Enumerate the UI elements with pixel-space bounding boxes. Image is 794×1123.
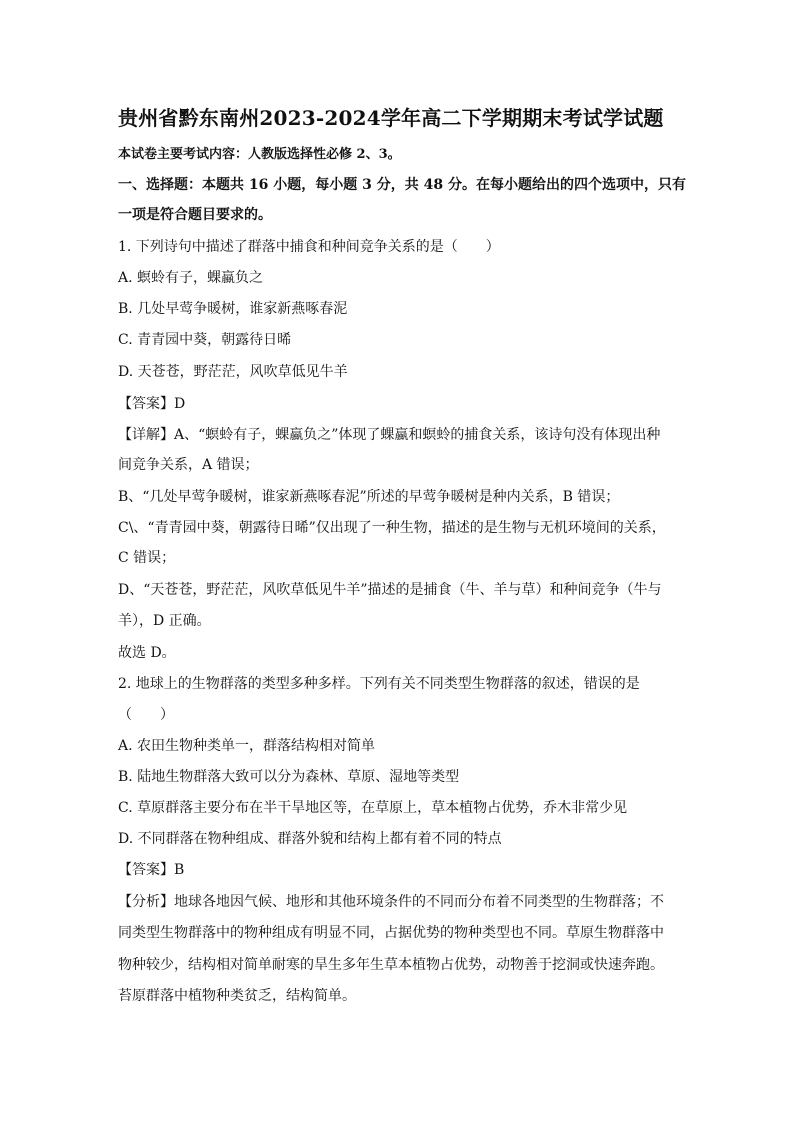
question-1-option-c: C. 青青园中葵，朝露待日晞 [118,332,292,348]
question-2-analysis-line-3: 物种较少，结构相对简单耐寒的旱生多年生草本植物占优势，动物善于挖洞或快速奔跑。 [118,957,664,973]
section-heading-line-2: 一项是符合题目要求的。 [118,207,272,223]
question-1-detail-line-1: 【详解】A、“螟蛉有子，蜾蠃负之”体现了蜾蠃和螟蛉的捕食关系，该诗句没有体现出种 [118,427,661,443]
question-2-stem-line-2: （ ） [118,707,174,723]
question-2-answer: 【答案】B [118,862,185,878]
question-1-detail-line-2: 间竞争关系，A 错误； [118,457,259,473]
question-1-answer: 【答案】D [118,396,186,412]
question-1-detail-line-3: B、“几处早莺争暖树，谁家新燕啄春泥”所述的早莺争暖树是种内关系，B 错误； [118,489,620,505]
question-1-option-d: D. 天苍苍，野茫茫，风吹草低见牛羊 [118,364,348,380]
page-title: 贵州省黔东南州2023-2024学年高二下学期期末考试学试题 [118,106,664,130]
question-1-option-a: A. 螟蛉有子，蜾蠃负之 [118,270,264,286]
question-2-option-a: A. 农田生物种类单一，群落结构相对简单 [118,738,376,754]
question-2-option-c: C. 草原群落主要分布在半干旱地区等，在草原上，草本植物占优势，乔木非常少见 [118,800,628,816]
question-2-stem-line-1: 2. 地球上的生物群落的类型多种多样。下列有关不同类型生物群落的叙述，错误的是 [118,676,640,692]
question-1-stem: 1. 下列诗句中描述了群落中捕食和种间竞争关系的是（ ） [118,239,500,255]
question-1-detail-line-4: C\、“青青园中葵，朝露待日晞”仅出现了一种生物，描述的是生物与无机环境间的关系， [118,520,666,536]
question-1-detail-line-7: 羊），D 正确。 [118,613,211,629]
question-1-detail-line-6: D、“天苍苍，野茫茫，风吹草低见牛羊”描述的是捕食（牛、羊与草）和种间竞争（牛与 [118,582,662,598]
question-2-analysis-line-4: 苔原群落中植物种类贫乏，结构简单。 [118,988,356,1004]
question-1-detail-line-5: C 错误； [118,550,176,566]
question-2-analysis-line-2: 同类型生物群落中的物种组成有明显不同，占据优势的物种类型也不同。草原生物群落中 [118,925,664,941]
question-1-option-b: B. 几处早莺争暖树，谁家新燕啄春泥 [118,301,348,317]
question-1-detail-line-8: 故选 D。 [118,645,176,661]
exam-scope-note: 本试卷主要考试内容：人教版选择性必修 2、3。 [118,147,401,162]
question-2-option-d: D. 不同群落在物种组成、群落外貌和结构上都有着不同的特点 [118,831,502,847]
question-2-analysis-line-1: 【分析】地球各地因气候、地形和其他环境条件的不同而分布着不同类型的生物群落；不 [118,894,664,910]
section-heading-line-1: 一、选择题：本题共 16 小题，每小题 3 分，共 48 分。在每小题给出的四个选项中，只有 [118,177,686,193]
question-2-option-b: B. 陆地生物群落大致可以分为森林、草原、湿地等类型 [118,769,460,785]
